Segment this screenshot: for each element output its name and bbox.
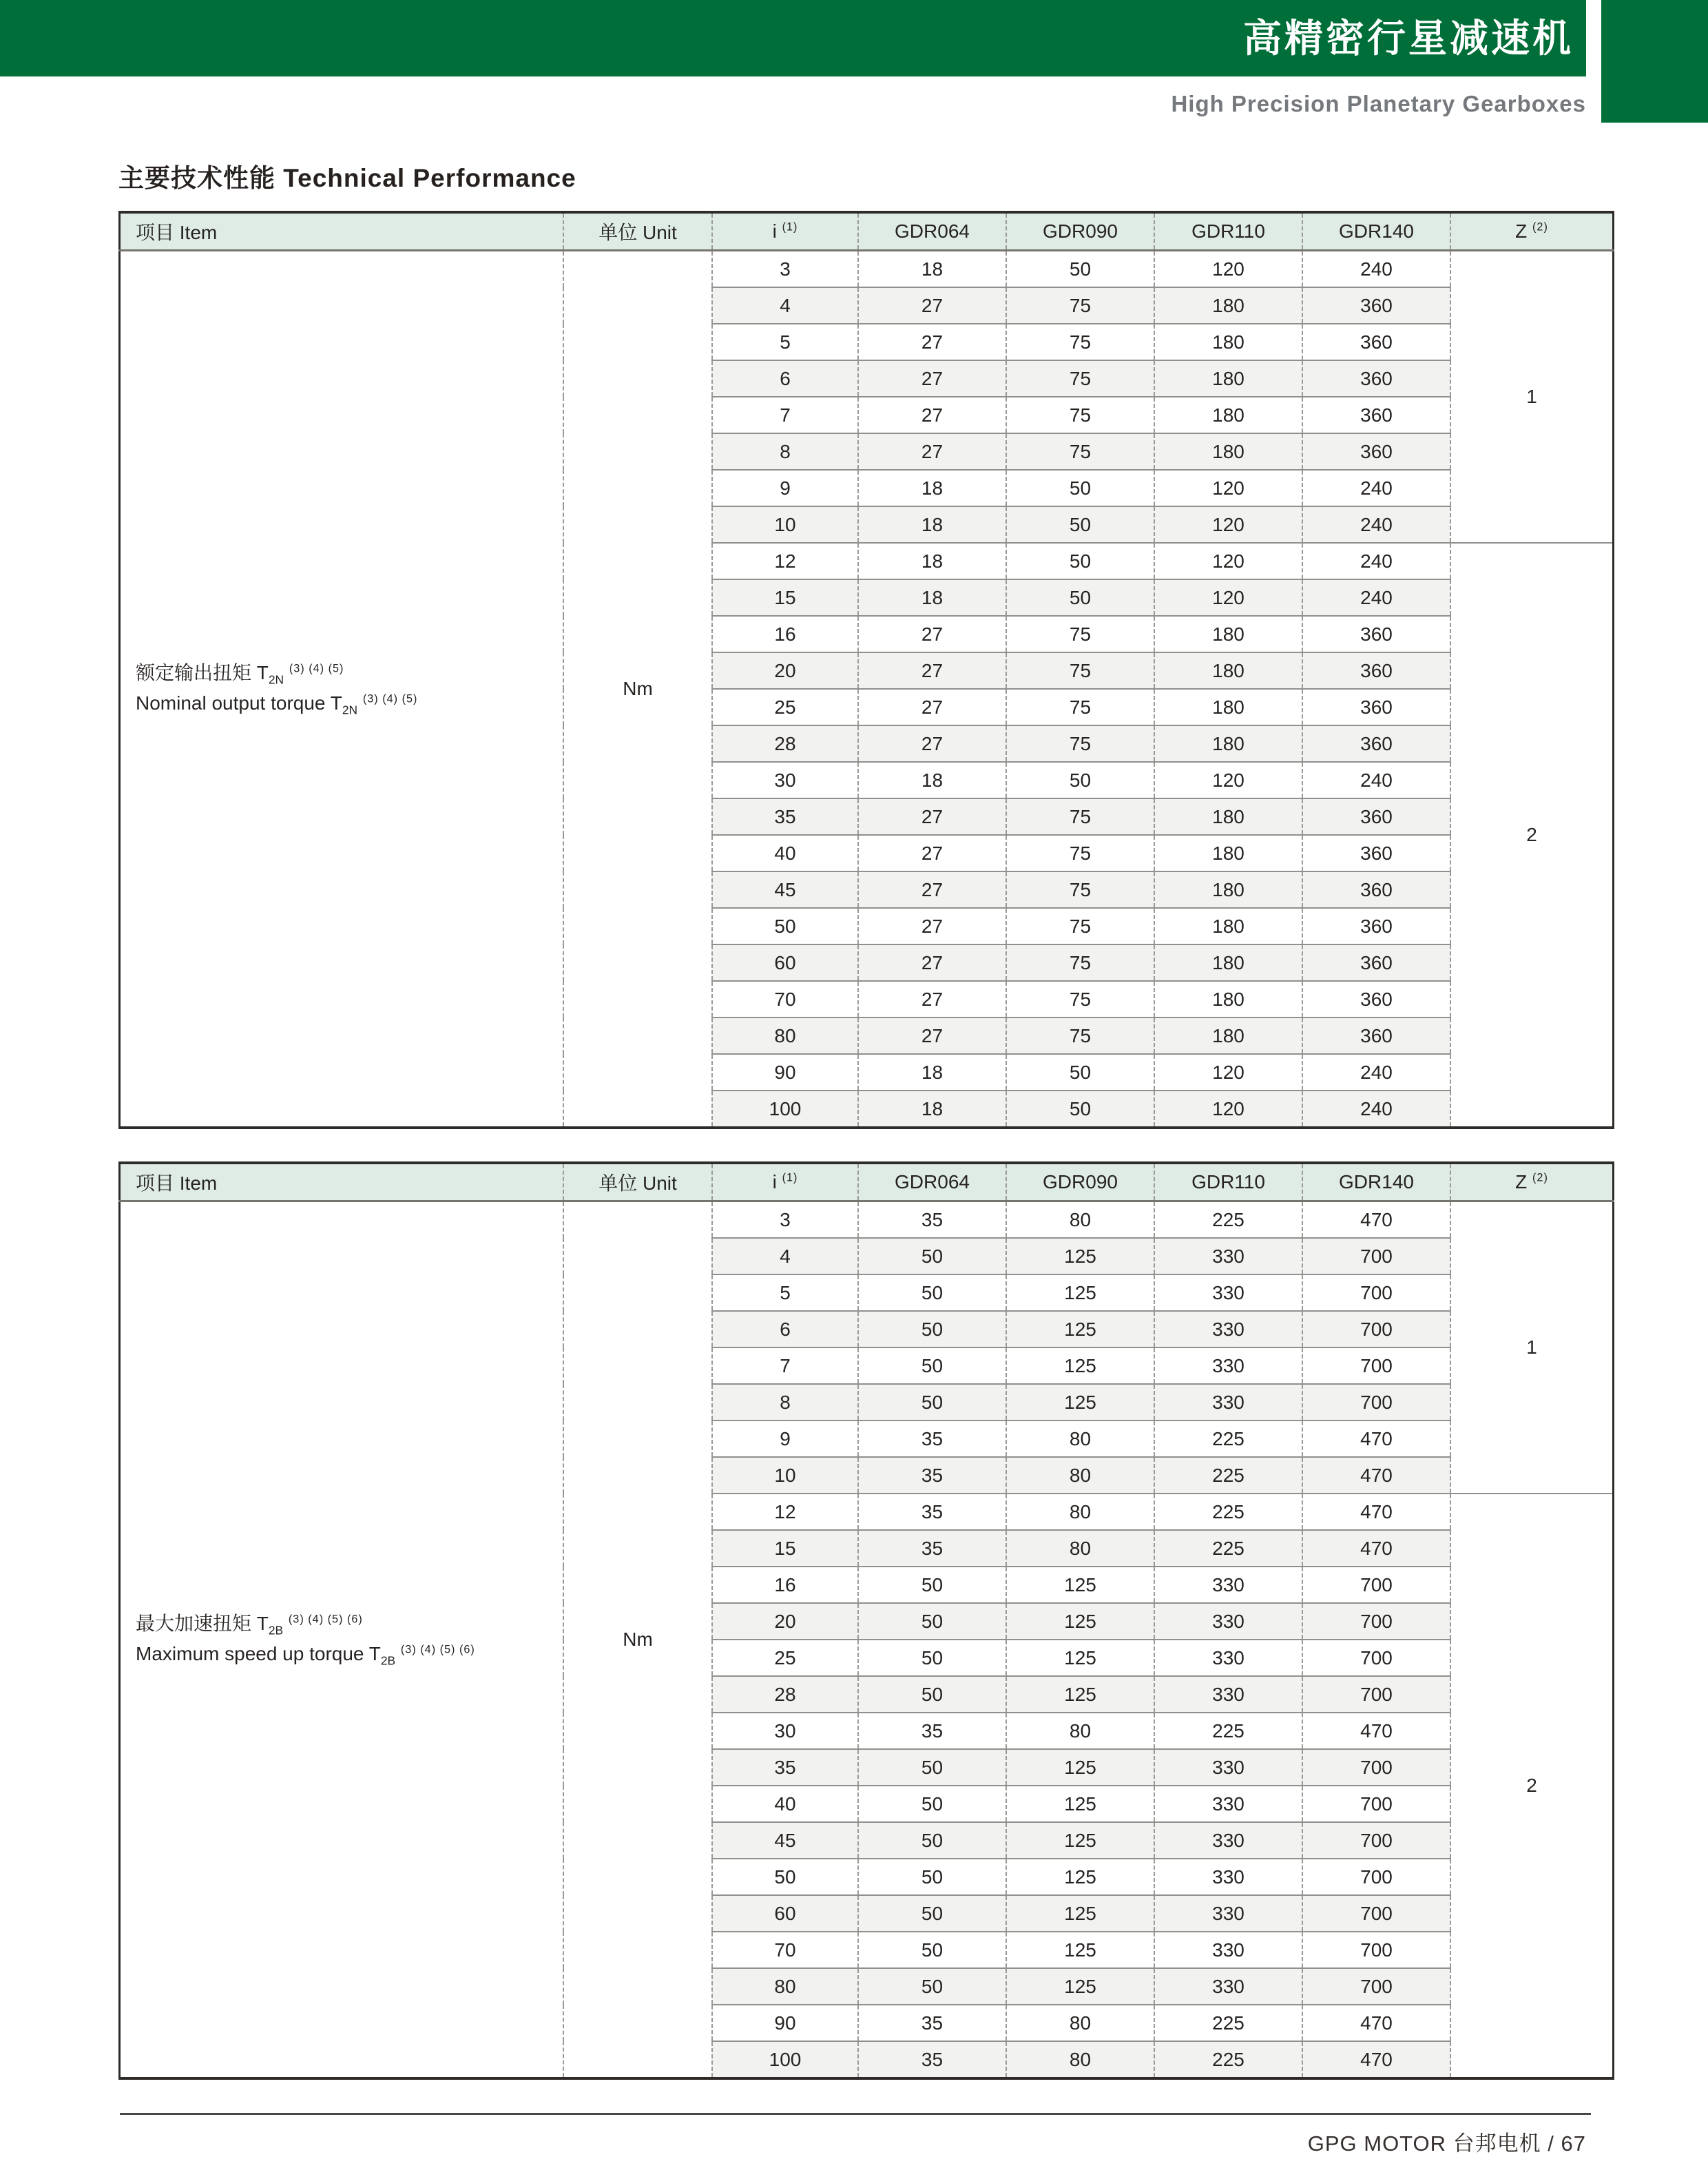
col-header-gdr140: GDR140 xyxy=(1302,212,1450,251)
ratio-cell: 15 xyxy=(712,579,858,616)
torque-value-cell: 470 xyxy=(1302,1530,1450,1567)
torque-value-cell: 360 xyxy=(1302,725,1450,762)
torque-value-cell: 50 xyxy=(858,1676,1006,1713)
symbol-sub: 2B xyxy=(380,1653,396,1668)
ratio-cell: 10 xyxy=(712,1457,858,1494)
torque-value-cell: 240 xyxy=(1302,251,1450,288)
torque-value-cell: 125 xyxy=(1006,1968,1154,2005)
ratio-cell: 3 xyxy=(712,251,858,288)
table-row xyxy=(120,1201,1614,1239)
torque-value-cell: 50 xyxy=(858,1895,1006,1932)
ratio-cell: 4 xyxy=(712,287,858,324)
footnote-sup: (2) xyxy=(1532,220,1548,234)
torque-value-cell: 50 xyxy=(858,1238,1006,1274)
ratio-cell: 5 xyxy=(712,324,858,360)
torque-value-cell: 125 xyxy=(1006,1895,1154,1932)
torque-value-cell: 470 xyxy=(1302,1421,1450,1457)
torque-value-cell: 75 xyxy=(1006,944,1154,981)
torque-value-cell: 180 xyxy=(1154,981,1302,1017)
torque-value-cell: 360 xyxy=(1302,652,1450,689)
torque-value-cell: 225 xyxy=(1154,1494,1302,1530)
torque-value-cell: 240 xyxy=(1302,543,1450,579)
torque-value-cell: 50 xyxy=(858,1640,1006,1676)
ratio-cell: 90 xyxy=(712,2005,858,2041)
torque-value-cell: 27 xyxy=(858,287,1006,324)
ratio-cell: 8 xyxy=(712,1384,858,1421)
torque-value-cell: 125 xyxy=(1006,1603,1154,1640)
torque-value-cell: 27 xyxy=(858,616,1006,652)
torque-value-cell: 75 xyxy=(1006,287,1154,324)
torque-value-cell: 75 xyxy=(1006,689,1154,725)
torque-value-cell: 75 xyxy=(1006,871,1154,908)
torque-value-cell: 330 xyxy=(1154,1347,1302,1384)
max-torque-table xyxy=(118,1161,1614,2080)
torque-value-cell: 360 xyxy=(1302,689,1450,725)
ratio-cell: 100 xyxy=(712,2041,858,2078)
torque-value-cell: 50 xyxy=(1006,543,1154,579)
torque-value-cell: 225 xyxy=(1154,1457,1302,1494)
torque-value-cell: 360 xyxy=(1302,397,1450,433)
torque-value-cell: 125 xyxy=(1006,1822,1154,1859)
torque-value-cell: 180 xyxy=(1154,908,1302,944)
torque-value-cell: 700 xyxy=(1302,1749,1450,1786)
torque-value-cell: 50 xyxy=(1006,762,1154,798)
torque-value-cell: 225 xyxy=(1154,2005,1302,2041)
torque-value-cell: 470 xyxy=(1302,1713,1450,1749)
torque-value-cell: 700 xyxy=(1302,1274,1450,1311)
stages-cell: 1 xyxy=(1450,251,1614,544)
item-label-zh: 最大加速扭矩 $T_{2B}$ $^{(3) (4) (5) (6)}$ xyxy=(136,1613,363,1638)
torque-value-cell: 360 xyxy=(1302,871,1450,908)
ratio-cell: 28 xyxy=(712,1676,858,1713)
torque-value-cell: 330 xyxy=(1154,1640,1302,1676)
torque-value-cell: 27 xyxy=(858,798,1006,835)
torque-value-cell: 18 xyxy=(858,543,1006,579)
torque-value-cell: 225 xyxy=(1154,2041,1302,2078)
ratio-cell: 70 xyxy=(712,981,858,1017)
torque-value-cell: 125 xyxy=(1006,1238,1154,1274)
torque-value-cell: 330 xyxy=(1154,1676,1302,1713)
torque-value-cell: 360 xyxy=(1302,798,1450,835)
ratio-cell: 12 xyxy=(712,543,858,579)
torque-value-cell: 27 xyxy=(858,360,1006,397)
torque-value-cell: 50 xyxy=(858,1859,1006,1895)
torque-value-cell: 700 xyxy=(1302,1932,1450,1968)
ratio-cell: 35 xyxy=(712,1749,858,1786)
header-row xyxy=(120,1163,1614,1201)
ratio-cell: 50 xyxy=(712,1859,858,1895)
torque-value-cell: 27 xyxy=(858,433,1006,470)
torque-value-cell: 330 xyxy=(1154,1567,1302,1603)
ratio-cell: 15 xyxy=(712,1530,858,1567)
torque-value-cell: 27 xyxy=(858,725,1006,762)
ratio-cell: 6 xyxy=(712,1311,858,1347)
torque-value-cell: 75 xyxy=(1006,433,1154,470)
torque-value-cell: 330 xyxy=(1154,1786,1302,1822)
torque-value-cell: 125 xyxy=(1006,1859,1154,1895)
torque-value-cell: 80 xyxy=(1006,2041,1154,2078)
torque-value-cell: 470 xyxy=(1302,1494,1450,1530)
col-header-gdr090: GDR090 xyxy=(1006,212,1154,251)
torque-value-cell: 35 xyxy=(858,1421,1006,1457)
torque-value-cell: 360 xyxy=(1302,616,1450,652)
torque-value-cell: 125 xyxy=(1006,1384,1154,1421)
torque-value-cell: 50 xyxy=(858,1822,1006,1859)
col-header-ratio: i $^{(1)}$ xyxy=(712,212,858,251)
torque-value-cell: 125 xyxy=(1006,1567,1154,1603)
torque-value-cell: 240 xyxy=(1302,762,1450,798)
stages-cell: 2 xyxy=(1450,1494,1614,2078)
torque-value-cell: 75 xyxy=(1006,397,1154,433)
footnote-sup: (1) xyxy=(782,1171,798,1184)
torque-value-cell: 27 xyxy=(858,871,1006,908)
ratio-cell: 70 xyxy=(712,1932,858,1968)
footnote-sup: (3) (4) (5) xyxy=(289,663,344,676)
max-torque-table-wrap xyxy=(118,1161,1614,2080)
torque-value-cell: 330 xyxy=(1154,1311,1302,1347)
torque-value-cell: 50 xyxy=(1006,506,1154,543)
ratio-cell: 7 xyxy=(712,1347,858,1384)
col-header-ratio: i $^{(1)}$ xyxy=(712,1163,858,1201)
torque-value-cell: 27 xyxy=(858,944,1006,981)
item-label-en: Nominal output torque $T_{2N}$ $^{(3) (4) (5)}$ xyxy=(136,692,418,717)
torque-value-cell: 360 xyxy=(1302,835,1450,871)
ratio-cell: 16 xyxy=(712,1567,858,1603)
torque-value-cell: 180 xyxy=(1154,871,1302,908)
col-header-gdr064: GDR064 xyxy=(858,1163,1006,1201)
torque-value-cell: 27 xyxy=(858,397,1006,433)
torque-value-cell: 700 xyxy=(1302,1238,1450,1274)
torque-value-cell: 35 xyxy=(858,2041,1006,2078)
torque-value-cell: 18 xyxy=(858,1054,1006,1091)
torque-value-cell: 18 xyxy=(858,251,1006,288)
torque-value-cell: 240 xyxy=(1302,579,1450,616)
ratio-cell: 5 xyxy=(712,1274,858,1311)
torque-value-cell: 180 xyxy=(1154,652,1302,689)
torque-value-cell: 18 xyxy=(858,470,1006,506)
torque-value-cell: 50 xyxy=(858,1932,1006,1968)
page-subtitle-en: High Precision Planetary Gearboxes xyxy=(1171,91,1586,116)
torque-value-cell: 50 xyxy=(858,1311,1006,1347)
torque-value-cell: 125 xyxy=(1006,1676,1154,1713)
torque-value-cell: 180 xyxy=(1154,835,1302,871)
torque-value-cell: 125 xyxy=(1006,1786,1154,1822)
torque-value-cell: 35 xyxy=(858,1530,1006,1567)
torque-value-cell: 180 xyxy=(1154,324,1302,360)
ratio-cell: 7 xyxy=(712,397,858,433)
item-label-cell xyxy=(120,251,564,1128)
torque-value-cell: 225 xyxy=(1154,1713,1302,1749)
torque-value-cell: 700 xyxy=(1302,1640,1450,1676)
torque-value-cell: 80 xyxy=(1006,2005,1154,2041)
col-header-gdr090: GDR090 xyxy=(1006,1163,1154,1201)
torque-value-cell: 700 xyxy=(1302,1676,1450,1713)
ratio-cell: 12 xyxy=(712,1494,858,1530)
torque-value-cell: 120 xyxy=(1154,1054,1302,1091)
torque-value-cell: 700 xyxy=(1302,1567,1450,1603)
ratio-cell: 25 xyxy=(712,689,858,725)
torque-value-cell: 180 xyxy=(1154,360,1302,397)
torque-value-cell: 80 xyxy=(1006,1201,1154,1239)
torque-value-cell: 75 xyxy=(1006,908,1154,944)
torque-value-cell: 700 xyxy=(1302,1786,1450,1822)
torque-value-cell: 18 xyxy=(858,506,1006,543)
ratio-cell: 100 xyxy=(712,1091,858,1128)
nominal-torque-table-wrap xyxy=(118,211,1614,1129)
torque-value-cell: 50 xyxy=(1006,251,1154,288)
item-label-en: Maximum speed up torque $T_{2B}$ $^{(3) (4) (5) (6)}$ xyxy=(136,1643,475,1668)
torque-value-cell: 330 xyxy=(1154,1859,1302,1895)
torque-value-cell: 80 xyxy=(1006,1494,1154,1530)
torque-value-cell: 700 xyxy=(1302,1384,1450,1421)
torque-value-cell: 80 xyxy=(1006,1530,1154,1567)
torque-value-cell: 18 xyxy=(858,1091,1006,1128)
torque-value-cell: 180 xyxy=(1154,1017,1302,1054)
torque-value-cell: 240 xyxy=(1302,506,1450,543)
ratio-cell: 80 xyxy=(712,1017,858,1054)
ratio-cell: 40 xyxy=(712,1786,858,1822)
torque-value-cell: 225 xyxy=(1154,1530,1302,1567)
torque-value-cell: 225 xyxy=(1154,1421,1302,1457)
header-row xyxy=(120,212,1614,251)
footer-page-label: GPG MOTOR 台邦电机 / 67 xyxy=(1307,2131,1586,2156)
torque-value-cell: 330 xyxy=(1154,1749,1302,1786)
nominal-torque-table xyxy=(118,211,1614,1129)
col-header-item: 项目 Item xyxy=(120,212,564,251)
torque-value-cell: 75 xyxy=(1006,616,1154,652)
torque-value-cell: 180 xyxy=(1154,397,1302,433)
col-header-item: 项目 Item xyxy=(120,1163,564,1201)
torque-value-cell: 75 xyxy=(1006,835,1154,871)
ratio-cell: 28 xyxy=(712,725,858,762)
col-header-unit: 单位 Unit xyxy=(563,212,712,251)
ratio-cell: 90 xyxy=(712,1054,858,1091)
item-label-cell xyxy=(120,1201,564,2079)
torque-value-cell: 700 xyxy=(1302,1859,1450,1895)
torque-value-cell: 360 xyxy=(1302,287,1450,324)
torque-value-cell: 360 xyxy=(1302,433,1450,470)
torque-value-cell: 180 xyxy=(1154,433,1302,470)
torque-value-cell: 120 xyxy=(1154,251,1302,288)
torque-value-cell: 35 xyxy=(858,1494,1006,1530)
ratio-cell: 35 xyxy=(712,798,858,835)
ratio-cell: 80 xyxy=(712,1968,858,2005)
torque-value-cell: 35 xyxy=(858,1201,1006,1239)
torque-value-cell: 125 xyxy=(1006,1311,1154,1347)
footnote-sup: (3) (4) (5) (6) xyxy=(288,1613,363,1626)
ratio-cell: 40 xyxy=(712,835,858,871)
ratio-cell: 3 xyxy=(712,1201,858,1239)
col-header-stages: Z $^{(2)}$ xyxy=(1450,212,1614,251)
footnote-sup: (3) (4) (5) xyxy=(362,692,418,705)
torque-value-cell: 125 xyxy=(1006,1932,1154,1968)
page-title-zh: 高精密行星减速机 xyxy=(1243,17,1574,60)
torque-value-cell: 330 xyxy=(1154,1932,1302,1968)
torque-value-cell: 180 xyxy=(1154,798,1302,835)
torque-value-cell: 360 xyxy=(1302,981,1450,1017)
ratio-cell: 50 xyxy=(712,908,858,944)
torque-value-cell: 330 xyxy=(1154,1603,1302,1640)
torque-value-cell: 700 xyxy=(1302,1603,1450,1640)
torque-value-cell: 360 xyxy=(1302,944,1450,981)
torque-value-cell: 75 xyxy=(1006,324,1154,360)
ratio-cell: 45 xyxy=(712,1822,858,1859)
ratio-cell: 6 xyxy=(712,360,858,397)
torque-value-cell: 700 xyxy=(1302,1347,1450,1384)
torque-value-cell: 360 xyxy=(1302,1017,1450,1054)
symbol-sub: 2B xyxy=(268,1623,284,1638)
torque-value-cell: 75 xyxy=(1006,725,1154,762)
ratio-cell: 16 xyxy=(712,616,858,652)
torque-value-cell: 50 xyxy=(858,1274,1006,1311)
torque-value-cell: 50 xyxy=(858,1384,1006,1421)
ratio-cell: 45 xyxy=(712,871,858,908)
section-title: 主要技术性能 Technical Performance xyxy=(118,164,576,192)
torque-value-cell: 27 xyxy=(858,652,1006,689)
item-label-zh: 额定输出扭矩 $T_{2N}$ $^{(3) (4) (5)}$ xyxy=(136,662,344,687)
torque-value-cell: 50 xyxy=(1006,579,1154,616)
torque-value-cell: 18 xyxy=(858,579,1006,616)
torque-value-cell: 470 xyxy=(1302,1201,1450,1239)
torque-value-cell: 225 xyxy=(1154,1201,1302,1239)
torque-value-cell: 50 xyxy=(1006,1054,1154,1091)
torque-value-cell: 125 xyxy=(1006,1749,1154,1786)
ratio-cell: 9 xyxy=(712,1421,858,1457)
col-header-gdr110: GDR110 xyxy=(1154,1163,1302,1201)
footer-rule xyxy=(120,2113,1591,2115)
torque-value-cell: 50 xyxy=(858,1347,1006,1384)
torque-value-cell: 50 xyxy=(1006,1091,1154,1128)
torque-value-cell: 240 xyxy=(1302,1054,1450,1091)
torque-value-cell: 120 xyxy=(1154,762,1302,798)
torque-value-cell: 75 xyxy=(1006,981,1154,1017)
torque-value-cell: 470 xyxy=(1302,2005,1450,2041)
torque-value-cell: 50 xyxy=(858,1786,1006,1822)
ratio-cell: 20 xyxy=(712,1603,858,1640)
stages-cell: 2 xyxy=(1450,543,1614,1128)
torque-value-cell: 50 xyxy=(1006,470,1154,506)
ratio-cell: 9 xyxy=(712,470,858,506)
torque-value-cell: 330 xyxy=(1154,1895,1302,1932)
ratio-cell: 60 xyxy=(712,944,858,981)
torque-value-cell: 75 xyxy=(1006,652,1154,689)
torque-value-cell: 180 xyxy=(1154,944,1302,981)
torque-value-cell: 50 xyxy=(858,1603,1006,1640)
torque-value-cell: 360 xyxy=(1302,324,1450,360)
torque-value-cell: 120 xyxy=(1154,543,1302,579)
torque-value-cell: 120 xyxy=(1154,579,1302,616)
col-header-stages: Z $^{(2)}$ xyxy=(1450,1163,1614,1201)
torque-value-cell: 27 xyxy=(858,981,1006,1017)
table-row xyxy=(120,251,1614,288)
col-header-unit: 单位 Unit xyxy=(563,1163,712,1201)
torque-value-cell: 330 xyxy=(1154,1822,1302,1859)
torque-value-cell: 80 xyxy=(1006,1421,1154,1457)
footnote-sup: (2) xyxy=(1532,1171,1548,1184)
torque-value-cell: 50 xyxy=(858,1968,1006,2005)
ratio-cell: 30 xyxy=(712,762,858,798)
torque-value-cell: 27 xyxy=(858,1017,1006,1054)
col-header-gdr064: GDR064 xyxy=(858,212,1006,251)
col-header-gdr110: GDR110 xyxy=(1154,212,1302,251)
torque-value-cell: 180 xyxy=(1154,616,1302,652)
ratio-cell: 10 xyxy=(712,506,858,543)
torque-value-cell: 120 xyxy=(1154,470,1302,506)
ratio-cell: 4 xyxy=(712,1238,858,1274)
footnote-sup: (1) xyxy=(782,220,798,234)
torque-value-cell: 27 xyxy=(858,835,1006,871)
torque-value-cell: 330 xyxy=(1154,1274,1302,1311)
torque-value-cell: 120 xyxy=(1154,1091,1302,1128)
torque-value-cell: 240 xyxy=(1302,470,1450,506)
torque-value-cell: 27 xyxy=(858,689,1006,725)
ratio-cell: 8 xyxy=(712,433,858,470)
torque-value-cell: 80 xyxy=(1006,1713,1154,1749)
torque-value-cell: 700 xyxy=(1302,1822,1450,1859)
torque-value-cell: 180 xyxy=(1154,689,1302,725)
col-header-gdr140: GDR140 xyxy=(1302,1163,1450,1201)
torque-value-cell: 470 xyxy=(1302,1457,1450,1494)
torque-value-cell: 125 xyxy=(1006,1640,1154,1676)
unit-cell: Nm xyxy=(563,251,712,1128)
torque-value-cell: 180 xyxy=(1154,725,1302,762)
torque-value-cell: 125 xyxy=(1006,1347,1154,1384)
torque-value-cell: 700 xyxy=(1302,1895,1450,1932)
ratio-cell: 20 xyxy=(712,652,858,689)
torque-value-cell: 75 xyxy=(1006,1017,1154,1054)
torque-value-cell: 75 xyxy=(1006,798,1154,835)
header-corner-block xyxy=(1601,0,1708,123)
torque-value-cell: 700 xyxy=(1302,1311,1450,1347)
torque-value-cell: 80 xyxy=(1006,1457,1154,1494)
unit-cell: Nm xyxy=(563,1201,712,2079)
torque-value-cell: 330 xyxy=(1154,1968,1302,2005)
torque-value-cell: 35 xyxy=(858,1713,1006,1749)
torque-value-cell: 120 xyxy=(1154,506,1302,543)
torque-value-cell: 360 xyxy=(1302,360,1450,397)
torque-value-cell: 35 xyxy=(858,1457,1006,1494)
symbol-sub: 2N xyxy=(268,672,284,687)
footnote-sup: (3) (4) (5) (6) xyxy=(400,1643,475,1656)
ratio-cell: 30 xyxy=(712,1713,858,1749)
torque-value-cell: 50 xyxy=(858,1567,1006,1603)
ratio-cell: 60 xyxy=(712,1895,858,1932)
torque-value-cell: 240 xyxy=(1302,1091,1450,1128)
ratio-cell: 25 xyxy=(712,1640,858,1676)
torque-value-cell: 27 xyxy=(858,324,1006,360)
torque-value-cell: 360 xyxy=(1302,908,1450,944)
symbol-sub: 2N xyxy=(342,703,358,717)
torque-value-cell: 470 xyxy=(1302,2041,1450,2078)
stages-cell: 1 xyxy=(1450,1201,1614,1494)
torque-value-cell: 125 xyxy=(1006,1274,1154,1311)
torque-value-cell: 75 xyxy=(1006,360,1154,397)
torque-value-cell: 180 xyxy=(1154,287,1302,324)
header-banner xyxy=(0,0,1586,76)
torque-value-cell: 50 xyxy=(858,1749,1006,1786)
torque-value-cell: 330 xyxy=(1154,1384,1302,1421)
torque-value-cell: 35 xyxy=(858,2005,1006,2041)
torque-value-cell: 700 xyxy=(1302,1968,1450,2005)
torque-value-cell: 27 xyxy=(858,908,1006,944)
torque-value-cell: 18 xyxy=(858,762,1006,798)
torque-value-cell: 330 xyxy=(1154,1238,1302,1274)
